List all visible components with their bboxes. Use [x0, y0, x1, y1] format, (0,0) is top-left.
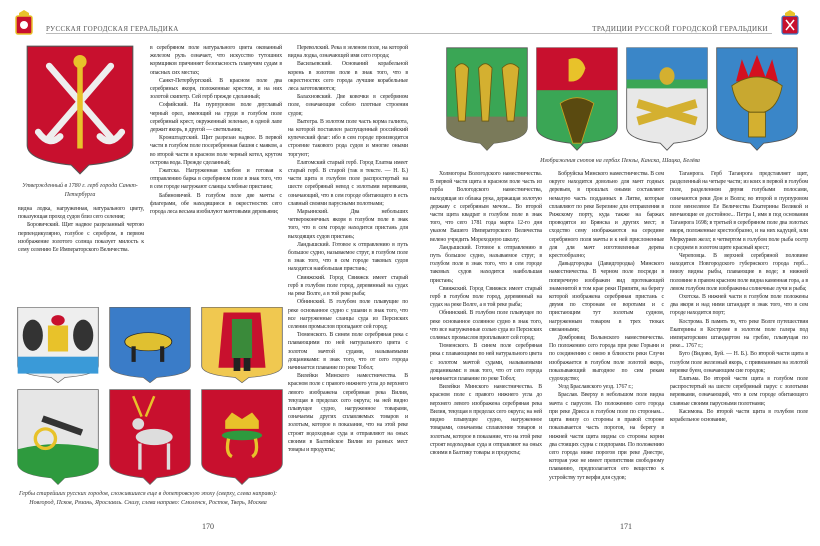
paragraph: Гжатска. Нагруженная хлебом и готовая к отправлению барка в серебряном поле в знак того, что в сем городе нагружают сланцы хлебные пристани; — [150, 168, 282, 191]
paragraph: Елатьма. Во второй части щита в голубом поле распростертый на шесте серебряный парус с золотыми веревками, означающий, что в сем городе обитающего славные своими парусными полотнами; — [670, 376, 808, 407]
text-column-1 — [430, 170, 542, 457]
paragraph: Касимова. Во второй части щита в голубом поле корабельное основание, — [670, 408, 808, 424]
paragraph: Вытегра. В золотом поле часть корма галиота, на которой поставлен распущенный российский купеческий флаг: ибо в сем городе производится строение такового рода судов и многие оными торгуют; — [288, 118, 408, 158]
paragraph: Марьинский. Два небольших четвероконечных якоря в голубом поле в знак того, что в сем городе находится пристань для выходящих судов пристань; — [288, 209, 408, 240]
tver-arms-image — [200, 388, 284, 486]
running-header: ТРАДИЦИИ РУССКОЙ ГОРОДСКОЙ ГЕРАЛЬДИКИ — [592, 25, 768, 33]
paragraph: Обнинский. В голубом поле плывущие по реке основанное судно с ушами в знак того, что все нагруженные сланцы суда из Персиских селения промыслов пропадают сей город; — [288, 299, 408, 330]
header-rule — [46, 33, 410, 34]
paragraph: Тюменского. В синем поле серебряная река с плавающими по ней натурального цвета с золотом мачтой судами, называемыми дощаниками: в знак того, что от сего города начинается плавание по реке Тобол; — [430, 343, 542, 383]
paragraph: Буго (Видово, Буй. — Н. Б.). Во второй части щита в голубом поле железный якорь, с привязанным на золотой веревке буем, означающим сие городок; — [670, 351, 808, 374]
novgorod-arms-image — [16, 306, 100, 384]
moscow-oblast-emblem-icon — [14, 10, 34, 36]
smolensk-arms-image — [16, 388, 100, 486]
paragraph: Боровичский. Щит надвое разрезанный чертою перпендикулярно, голубое с серебром, в первом изображение золотого солнца показует милость к сему селению Ее Императорского Величества. — [18, 222, 144, 254]
paragraph: Вилейки Минского наместничества. В красном поле с правого нижнего угла до верхнего левого изображена серебряная река Вилия, текущая в пределах сего округа; на ней видно плывущее судно, нагруженное товарами, означаемы других сплавляемых товаров и золотым, которое в показание, что на этой реке строят водоходные суда и отправляют на оных своими в Балтийское Вилия из разных мест товары и продукты; — [288, 373, 408, 453]
paragraph: Череповца. В верхней серебряной половине находится Новгородского губернского города герб... внизу видны рыбы, плавающие в воде; в нижней половине в правом красном поле видна каменная гора, а в левом голубом поле изображены солнечные лучи и рыба; — [670, 253, 808, 292]
text-column-2 — [150, 44, 282, 216]
running-header: РУССКАЯ ГОРОДСКАЯ ГЕРАЛЬДИКА — [46, 25, 179, 33]
paragraph: Кронштадтский. Щит разрезан надвое. В первой части в голубом поле посеребренная башня с маяком, а во второй части в красном поле черный котел, крутом острова вода. Прежде сделанный; — [150, 135, 282, 166]
paragraph: Ландышский. Готовое к отправлению в путь большое судно, называемое струг, в голубом поле в знак того, что в сем городе таковых судов находится наибольшая пристань; — [430, 244, 542, 284]
paragraph: Балахновский. Две ковочки в серебряном поле, означающие собою плотные строения судов; — [288, 94, 408, 117]
paragraph: Васильевский. Оснований корабельной корень в золотом поле в знак того, что в окрестностях сего города лучшие корабельные леса заготовляются; — [288, 61, 408, 93]
belev-arms-image — [715, 46, 799, 152]
paragraph: Холмогоры Вологодского наместничества. В первой части щита в красном поле часть из герба Вологодского наместничества, выходящая из облака рука, держащая золотую державу с серебряным мечом... Во второй части щита квадрат в голубом поле в знак того, что сего 1781 года марта 12-го дня указом Вашего Императорского Величества велено учредить Мореходную школу; — [430, 171, 542, 243]
kansk-arms-image — [535, 46, 619, 152]
rostov-arms-image — [108, 388, 192, 486]
paragraph: Домбровиц Волынского наместничества. По положению сего города при реке Горыни и по соединению с оною в близости реки Случи изображается в голубом поле золотой якорь, показывающий выгодное по сим рекам судоходство; — [549, 335, 664, 383]
paragraph: Уезд Браславского уезд. 1767 г.; — [558, 384, 633, 391]
arms-caption: Изображения снопов на гербах Пензы, Канска, Шацка, Белёва — [540, 158, 700, 164]
paragraph: Елатомский старый герб. Город Елатма имеет старый герб. В старой (так в тексте. — Н. Б.) части щита в голубом поле распростертый на шесте серебряный невод с золотыми веревками, означающий, что в сем городе обитающего в есть славный своими парусными полотнами; — [288, 159, 408, 207]
paragraph: Охотска. В нижней части в голубом поле положены два якоря и над ними штандарт в знак того, что в сем городе находится порт; — [670, 294, 808, 317]
paragraph: видна лодка, нагруженная, натурального цвету, показующая проход судов близ сего селения; — [18, 206, 144, 221]
page-number: 170 — [202, 522, 214, 531]
paragraph: Санкт-Петербургский. В красном поле два серебряных якоря, положенные крестом, и на них золотой скипетр. Сей герб прежде сделанный; — [150, 77, 282, 101]
page-number: 171 — [620, 522, 632, 531]
text-column-2 — [549, 170, 664, 482]
paragraph: Бобруйска Минского наместничества. В сем округе находится довольно для мачт годных деревьев, в прошлых оными составляют немалую часть подданных в Литве, которые сплавляют по реке Березине для отправления в Рижскому порту, куда также на баржах проводятся из Брянска и других мест; в сходство сему изображаются на середине серебряного поля мачты и к ней прислоненные для для мачт изготовленные дерева крестообразно; — [549, 171, 664, 260]
penza-arms-image — [445, 46, 529, 152]
paragraph: Софийский. На пурпуровом поле двуглавый черный орел, имеющий на груди в голубом поле серебряный крест, окруженный зеленью, в одной лапе держит якорь, в другой — светильник; — [150, 102, 282, 134]
ryazan-arms-image — [200, 306, 284, 384]
paragraph: Давыдгородка (Давидгородка) Минского наместничества. В черном поле посреди в поперечную изображен вид протекающей знаменитой в том крае реки Припяти, на берегу которой изображена серебряная пристань с двумя по сторонам ее воротами и с пристающим тут золотым судном, нагруженным товаром в трех тюках связанными; — [549, 261, 664, 333]
paragraph: Свияжский. Город Свияжск имеет старый герб в голубом поле город, деревянный на судах на реке Волге, а в той реке рыба; — [430, 285, 542, 309]
paragraph: Свияжский. Город Свияжск имеет старый герб в голубом поле город, деревянный на судах на реке Волге, а в той реке рыба; — [288, 274, 408, 298]
paragraph: Бабиновичей. В голубом поле две мачты с флагерами, обе находящиеся в окрестностях сего города леса весьма изобилуют мачтовыми деревьями; — [150, 192, 282, 216]
text-column-3 — [670, 170, 808, 424]
paragraph: Кострома. В память то, что реке Волге путешествия Екатерины в Костроме в золотом поле галера под императорским штандартом на гребле, плывущая по реке... 1767 г.; — [670, 318, 808, 350]
paragraph: Браслав. Вверху в небольшом поле видна мачта с парусом. По положению сего города при реке Дрисса в голубом поле по сторонам... щита внизу со стороны в правой стороне показывается часть порогов, на берегу в нижней части щита видны со стороны корни два стоящих судна с подпорами. По положению сего города ниже порогов при реке Днестре, которая уже не имеет препятствия свободному плаванию, предполагается его вещество к устройству тут верфи для судов; — [549, 392, 664, 481]
text-column-1 — [18, 205, 144, 254]
grid-caption: Гербы старейших русских городов, сложившиеся еще в допетровскую эпоху (сверху, слева направо): Новгород, Псков, Рязань, Ярославль. Снизу, слева направо: Смоленск, Ростов, Тверь, Москва — [19, 491, 277, 506]
header-rule — [410, 33, 772, 34]
pskov-arms-image — [108, 306, 192, 384]
paragraph: Переволский. Река в зеленом поле, на которой видна лодка, означающей имя сего города; — [288, 45, 408, 60]
text-column-3 — [288, 44, 408, 454]
right-page — [410, 0, 820, 546]
paragraph: Вилейки Минского наместничества. В красном поле с правого нижнего угла до верхнего левого изображена серебряная река Вилия, текущая в пределах сего округа; на ней видно плывущее судно, нагруженное товарами, означаемы сплавление товаров и золотым, которое в показание, что на этой реке строят водоходные суда и отправляют на оных своими в Балтику товары и продукты; — [430, 384, 542, 456]
main-arms-caption: Утвержденный в 1780 г. герб города Санкт-Петербурга — [22, 183, 138, 198]
st-petersburg-oblast-emblem-icon — [780, 10, 800, 36]
paragraph: Ландышский. Готовое к отправлению в путь большое судно, называемое струг, в голубом поле в знак того, что в сем городе таковых судов находится наибольшая пристань; — [288, 241, 408, 273]
st-petersburg-arms-image — [24, 44, 136, 176]
paragraph: Обнинский. В голубом поле плывущее по реке основанное солянное судно в знак того, что все нагруженные солью суда из Персиских соляных промыслов проплывают сей город; — [430, 310, 542, 342]
shatsk-arms-image — [625, 46, 709, 152]
paragraph: в серебряном поле натурального цвета окованный железом руль означает, что искусство тутошних кормщиков причиняет безопасность плавучим судам в опасных сих местах; — [150, 45, 282, 76]
paragraph: Таганрога. Герб Таганрога представляет щит, разделенный на четыре части; из коих в первой в голубом поле, разделенном двумя голубыми полосами, означаются реки Дон и Волга; во второй в пурпуровом поле вензелевое Ее Величества Екатерины Великой и венчающие ее достойное... Петра I, имя в под основания Таганрога 1698; в третьей в серебряном поле два золотых якоря, положенные крестообразно, и на них кадуцей, или Меркуриев жезл; в четвертом в голубом поле рыба осетр в среднем в золотом щите красный крест; — [670, 171, 808, 251]
paragraph: Тюменского. В синем поле серебряная река с плавающими по ней натурального цвета с золотом мачтой судами, называемыми дощаниками: в знак того, что от сего города начинается плавание по реке Тобол; — [288, 332, 408, 371]
